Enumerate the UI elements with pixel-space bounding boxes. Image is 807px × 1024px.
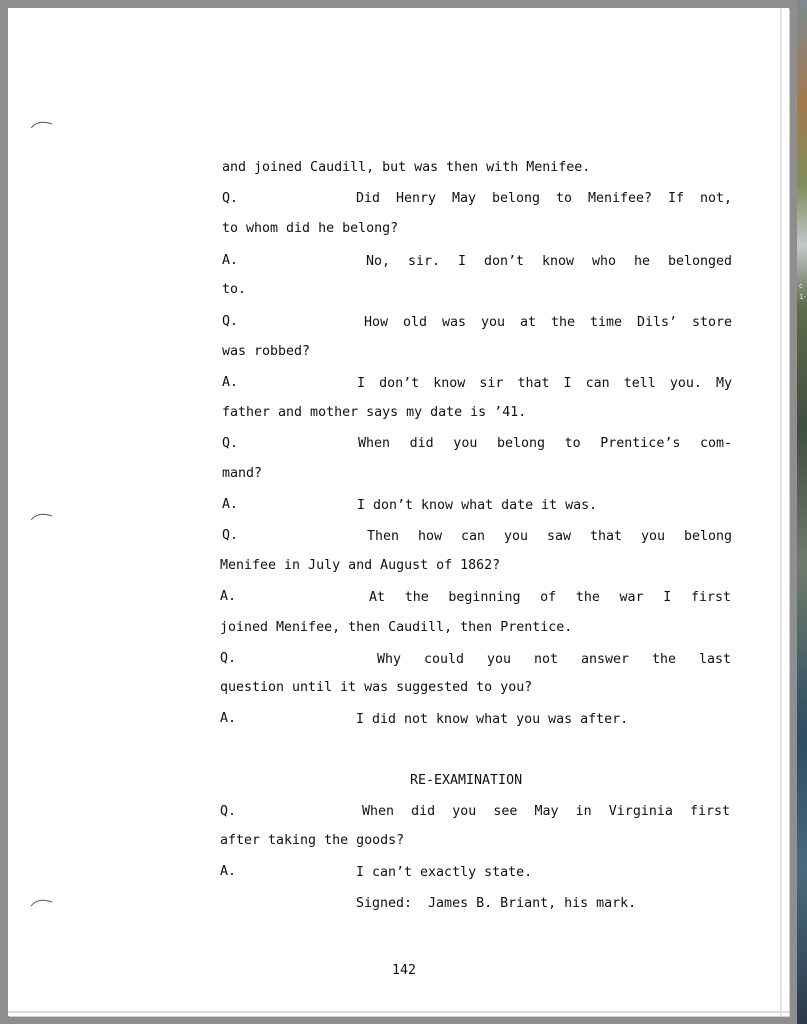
question-label: Q. [222,528,239,543]
answer-label: A. [220,711,237,726]
question-text: How old was you at the time Dils’ store [364,315,732,330]
answer-label: A. [222,253,239,268]
answer-label: A. [222,497,239,512]
punch-hole-mark [30,118,56,130]
question-label: Q. [222,191,239,206]
answer-text: At the beginning of the war I first [369,590,731,605]
text-line: to whom did he belong? [222,221,399,236]
question-label: Q. [220,651,237,666]
punch-hole-mark [30,896,56,908]
desktop-label: c [799,282,803,290]
question-text: Why could you not answer the last [377,652,731,667]
section-heading: RE-EXAMINATION [410,773,523,788]
page-number: 142 [392,963,417,978]
question-text: When did you belong to Prentice’s com- [358,436,732,451]
answer-text: I don’t know what date it was. [357,498,598,513]
text-line: father and mother says my date is ’41. [222,405,527,420]
answer-label: A. [220,864,237,879]
text-line: and joined Caudill, but was then with Menifee. [222,160,591,175]
question-text: When did you see May in Virginia first [362,804,730,819]
text-line: Menifee in July and August of 1862? [220,558,501,573]
page-edge [780,8,782,1016]
answer-text: I don’t know sir that I can tell you. My [357,376,732,391]
question-text: Did Henry May belong to Menifee? If not, [356,191,732,206]
question-label: Q. [222,314,239,329]
question-label: Q. [222,436,239,451]
document-page [8,8,789,1016]
question-label: Q. [220,804,237,819]
answer-label: A. [222,375,239,390]
desktop-background [797,0,807,1024]
text-line: to. [222,282,247,297]
answer-label: A. [220,589,237,604]
answer-text: I can’t exactly state. [356,865,533,880]
answer-text: No, sir. I don’t know who he belonged [366,254,732,269]
question-text: Then how can you saw that you belong [367,529,732,544]
signature-line: Signed: James B. Briant, his mark. [356,896,637,911]
punch-hole-mark [30,510,56,522]
desktop-label: 1- [799,293,806,301]
text-line: mand? [222,466,263,481]
answer-text: I did not know what you was after. [356,712,629,727]
text-line: joined Menifee, then Caudill, then Prentice. [220,620,573,635]
page-edge [8,1011,789,1013]
text-line: question until it was suggested to you? [220,680,533,695]
text-line: was robbed? [222,344,311,359]
text-line: after taking the goods? [220,833,405,848]
